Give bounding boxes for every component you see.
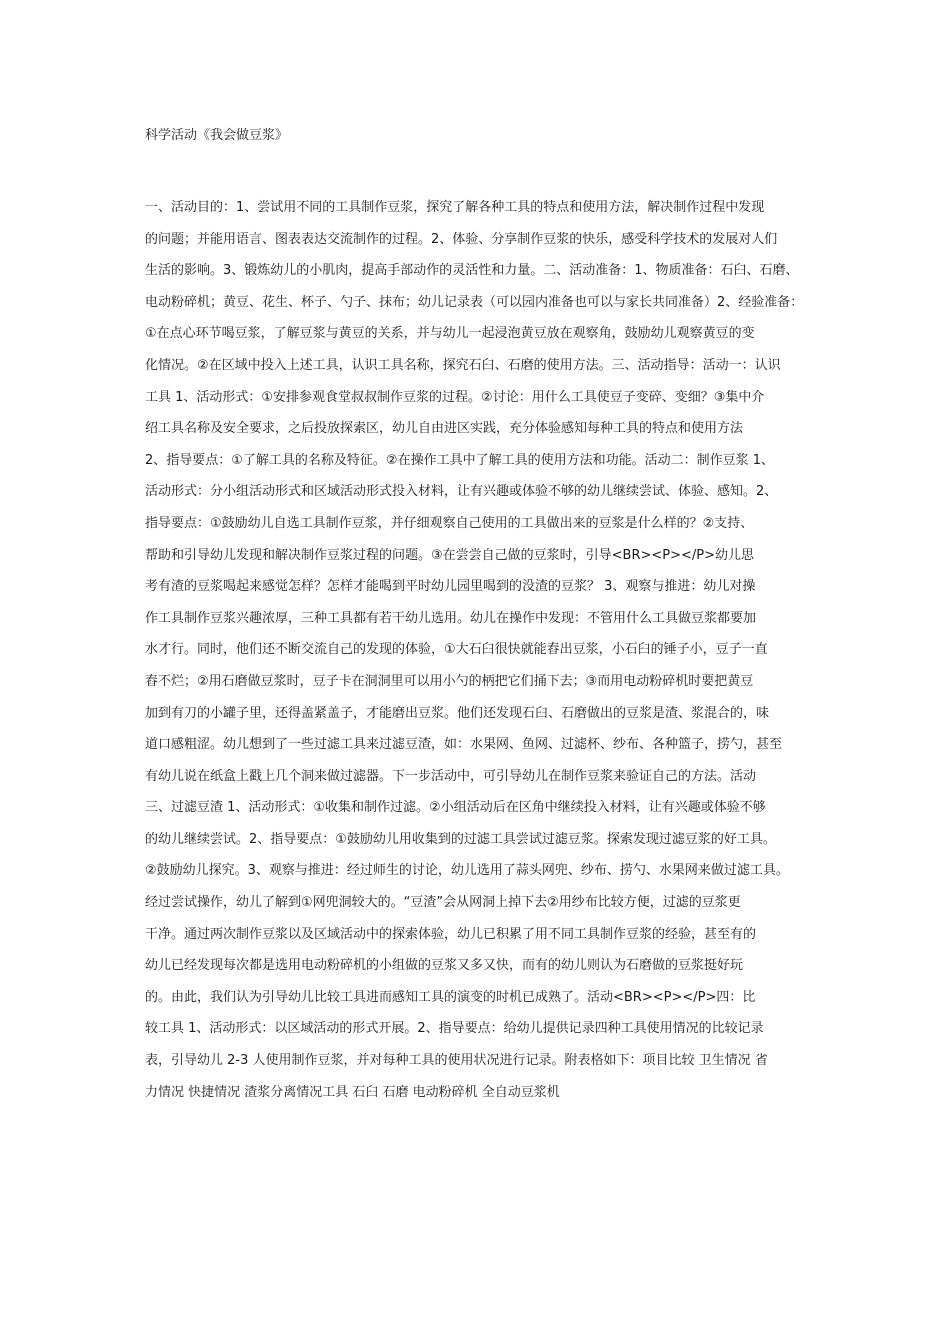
body-line: 帮助和引导幼儿发现和解决制作豆浆过程的问题。③在尝尝自己做的豆浆时，引导<BR><P></P>幼儿思: [145, 547, 755, 563]
body-line: 力情况 快捷情况 渣浆分离情况工具 石臼 石磨 电动粉碎机 全自动豆浆机: [145, 1084, 560, 1100]
body-line: ②鼓励幼儿探究。3、观察与推进：经过师生的讨论，幼儿选用了蒜头网兜、纱布、捞勺、水果网来做过滤工具。: [145, 863, 789, 879]
body-line: 经过尝试操作，幼儿了解到①网兜洞较大的。“豆渣”会从网洞上掉下去②用纱布比较方便，过滤的豆浆更: [145, 895, 741, 911]
body-line: 的问题；并能用语言、图表表达交流制作的过程。2、体验、分享制作豆浆的快乐，感受科学技术的发展对人们: [145, 231, 778, 247]
body-line: 道口感粗涩。幼儿想到了一些过滤工具来过滤豆渣，如：水果网、鱼网、过滤杯、纱布、各种篮子，捞勺，甚至: [145, 737, 783, 753]
body-line: 工具 1、活动形式：①安排参观食堂叔叔制作豆浆的过程。②讨论：用什么工具使豆子变碎、变细？③集中介: [145, 389, 765, 405]
body-line: 三、过滤豆渣 1、活动形式：①收集和制作过滤。②小组活动后在区角中继续投入材料，让有兴趣或体验不够: [145, 800, 766, 816]
body-line: 2、指导要点：①了解工具的名称及特征。②在操作工具中了解工具的使用方法和功能。活动二：制作豆浆 1、: [145, 452, 774, 468]
body-line: 表，引导幼儿 2-3 人使用制作豆浆，并对每种工具的使用状况进行记录。附表格如下：项目比较 卫生情况 省: [145, 1053, 768, 1069]
document-title: 科学活动《我会做豆浆》: [145, 128, 289, 143]
body-line: 绍工具名称及安全要求，之后投放探索区，幼儿自由进区实践，充分体验感知每种工具的特点和使用方法: [145, 421, 744, 437]
body-line: ①在点心环节喝豆浆，了解豆浆与黄豆的关系，并与幼儿一起浸泡黄豆放在观察角，鼓励幼儿观察黄豆的变: [145, 326, 755, 342]
body-line: 的。由此，我们认为引导幼儿比较工具进而感知工具的演变的时机已成熟了。活动<BR><P></P>四：比: [145, 989, 756, 1005]
body-line: 较工具 1、活动形式：以区域活动的形式开展。2、指导要点：给幼儿提供记录四种工具使用情况的比较记录: [145, 1021, 764, 1037]
document-body: [145, 192, 817, 1108]
body-line: 干净。通过两次制作豆浆以及区域活动中的探索体验，幼儿已积累了用不同工具制作豆浆的经验，甚至有的: [145, 926, 757, 942]
body-line: 作工具制作豆浆兴趣浓厚，三种工具都有若干幼儿选用。幼儿在操作中发现：不管用什么工具做豆浆都要加: [145, 610, 757, 626]
body-line: 加到有刀的小罐子里，还得盖紧盖子，才能磨出豆浆。他们还发现石臼、石磨做出的豆浆是渣、浆混合的，味: [145, 705, 770, 721]
body-line: 活动形式：分小组活动形式和区域活动形式投入材料，让有兴趣或体验不够的幼儿继续尝试、体验、感知。2、: [145, 484, 778, 500]
body-line: 指导要点：①鼓励幼儿自选工具制作豆浆，并仔细观察自己使用的工具做出来的豆浆是什么样的？②支持、: [145, 515, 754, 531]
body-line: 有幼儿说在纸盒上戳上几个洞来做过滤器。下一步活动中，可引导幼儿在制作豆浆来验证自己的方法。活动: [145, 768, 757, 784]
body-line: 一、活动目的：1、尝试用不同的工具制作豆浆，探究了解各种工具的特点和使用方法，解决制作过程中发现: [145, 200, 765, 215]
body-line: 水才行。同时，他们还不断交流自己的发现的体验，①大石臼很快就能舂出豆浆，小石臼的锤子小，豆子一直: [145, 642, 768, 658]
body-line: 化情况。②在区域中投入上述工具，认识工具名称，探究石臼、石磨的使用方法。三、活动指导：活动一：认识: [145, 357, 781, 373]
body-line: 的幼儿继续尝试。2、指导要点：①鼓励幼儿用收集到的过滤工具尝试过滤豆浆。探索发现过滤豆浆的好工具。: [145, 831, 776, 847]
body-line: 幼儿已经发现每次都是选用电动粉碎机的小组做的豆浆又多又快，而有的幼儿则认为石磨做的豆浆挺好玩: [145, 958, 744, 974]
body-line: 舂不烂；②用石磨做豆浆时，豆子卡在洞洞里可以用小勺的柄把它们捅下去；③而用电动粉碎机时要把黄豆: [145, 673, 754, 689]
body-line: 考有渣的豆浆喝起来感觉怎样？怎样才能喝到平时幼儿园里喝到的没渣的豆浆？ 3、观察与推进：幼儿对操: [145, 579, 756, 595]
body-line: 电动粉碎机；黄豆、花生、杯子、勺子、抹布；幼儿记录表（可以园内准备也可以与家长共同准备）2、经验准备：: [145, 294, 804, 310]
body-line: 生活的影响。3、锻炼幼儿的小肌肉，提高手部动作的灵活性和力量。二、活动准备：1、物质准备：石臼、石磨、: [145, 263, 799, 279]
